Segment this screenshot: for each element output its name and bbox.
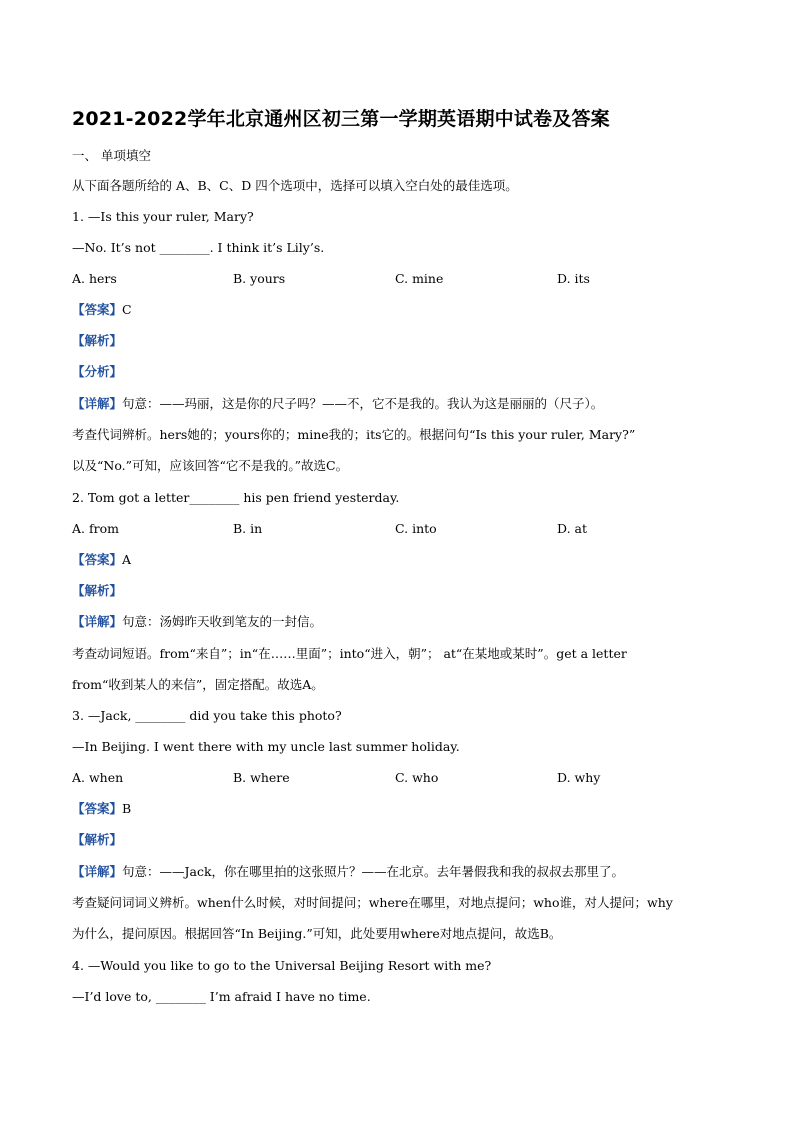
q2-answer-value: A	[122, 552, 132, 567]
q3-option-a: A. when	[72, 770, 124, 785]
q1-detail-text: 句意：——玛丽，这是你的尺子吗？——不，它不是我的。我认为这是丽丽的（尺子）。	[122, 396, 604, 411]
q1-detail	[72, 396, 603, 412]
q3-answer	[72, 801, 131, 817]
q1-option-a: A. hers	[72, 271, 117, 286]
page-title: 2021-2022学年北京通州区初三第一学期英语期中试卷及答案	[72, 108, 610, 130]
q1-answer	[72, 302, 132, 318]
q3-detail-text: 句意：——Jack，你在哪里拍的这张照片？——在北京。去年暑假我和我的叔叔去那里了。	[122, 864, 625, 879]
answer-label: 【答案】	[72, 801, 123, 816]
q2-detail	[72, 614, 322, 630]
q4-line2: —I’d love to, ________ I’m afraid I have no time.	[72, 989, 371, 1004]
section-heading: 一、 单项填空	[72, 148, 151, 163]
q1-option-c: C. mine	[395, 271, 444, 286]
answer-label: 【答案】	[72, 552, 123, 567]
q3-detail	[72, 864, 624, 880]
q4-stem: 4. —Would you like to go to the Universal Beijing Resort with me?	[72, 958, 492, 973]
detail-label: 【详解】	[72, 864, 123, 879]
q2-detail-text: 句意：汤姆昨天收到笔友的一封信。	[122, 614, 323, 629]
q2-explain-2: from“收到某人的来信”，固定搭配。故选A。	[72, 677, 324, 692]
q1-explain-2: 以及“No.”可知，应该回答“它不是我的。”故选C。	[72, 458, 349, 473]
answer-label: 【答案】	[72, 302, 123, 317]
q2-option-d: D. at	[557, 521, 587, 536]
analysis-label: 【解析】	[72, 832, 123, 847]
analysis-label: 【解析】	[72, 333, 123, 348]
detail-label: 【详解】	[72, 614, 123, 629]
q1-option-d: D. its	[557, 271, 590, 286]
q3-explain-2: 为什么，提问原因。根据回答“In Beijing.”可知，此处要用where对地点提问，故选B。	[72, 926, 562, 941]
q1-analysis-label	[72, 333, 122, 349]
q3-line2: —In Beijing. I went there with my uncle last summer holiday.	[72, 739, 460, 754]
analysis-label: 【解析】	[72, 583, 123, 598]
q3-stem: 3. —Jack, ________ did you take this photo?	[72, 708, 342, 723]
q3-analysis-label	[72, 832, 122, 848]
q1-option-b: B. yours	[233, 271, 286, 286]
q1-line2: —No. It’s not ________. I think it’s Lily’s.	[72, 240, 325, 255]
q3-option-d: D. why	[557, 770, 601, 785]
detail-label: 【详解】	[72, 396, 123, 411]
instructions: 从下面各题所给的 A、B、C、D 四个选项中，选择可以填入空白处的最佳选项。	[72, 178, 518, 193]
q2-stem: 2. Tom got a letter________ his pen friend yesterday.	[72, 490, 400, 505]
q1-stem: 1. —Is this your ruler, Mary?	[72, 209, 254, 224]
q3-explain-1: 考查疑问词词义辨析。when什么时候，对时间提问；where在哪里，对地点提问；who谁，对人提问；why	[72, 895, 673, 910]
q2-option-b: B. in	[233, 521, 263, 536]
q2-explain-1: 考查动词短语。from“来自”；in“在……里面”；into“进入，朝”； at“在某地或某时”。get a letter	[72, 646, 627, 661]
q2-option-c: C. into	[395, 521, 437, 536]
fenxi-label: 【分析】	[72, 364, 123, 379]
q1-explain-1: 考查代词辨析。hers她的；yours你的；mine我的；its它的。根据问句“Is this your ruler, Mary?”	[72, 427, 636, 442]
q3-option-c: C. who	[395, 770, 439, 785]
q1-answer-value: C	[122, 302, 132, 317]
q3-answer-value: B	[122, 801, 132, 816]
q3-option-b: B. where	[233, 770, 290, 785]
q2-answer	[72, 552, 131, 568]
q1-fenxi-label	[72, 364, 122, 380]
q2-option-a: A. from	[72, 521, 119, 536]
q2-analysis-label	[72, 583, 122, 599]
